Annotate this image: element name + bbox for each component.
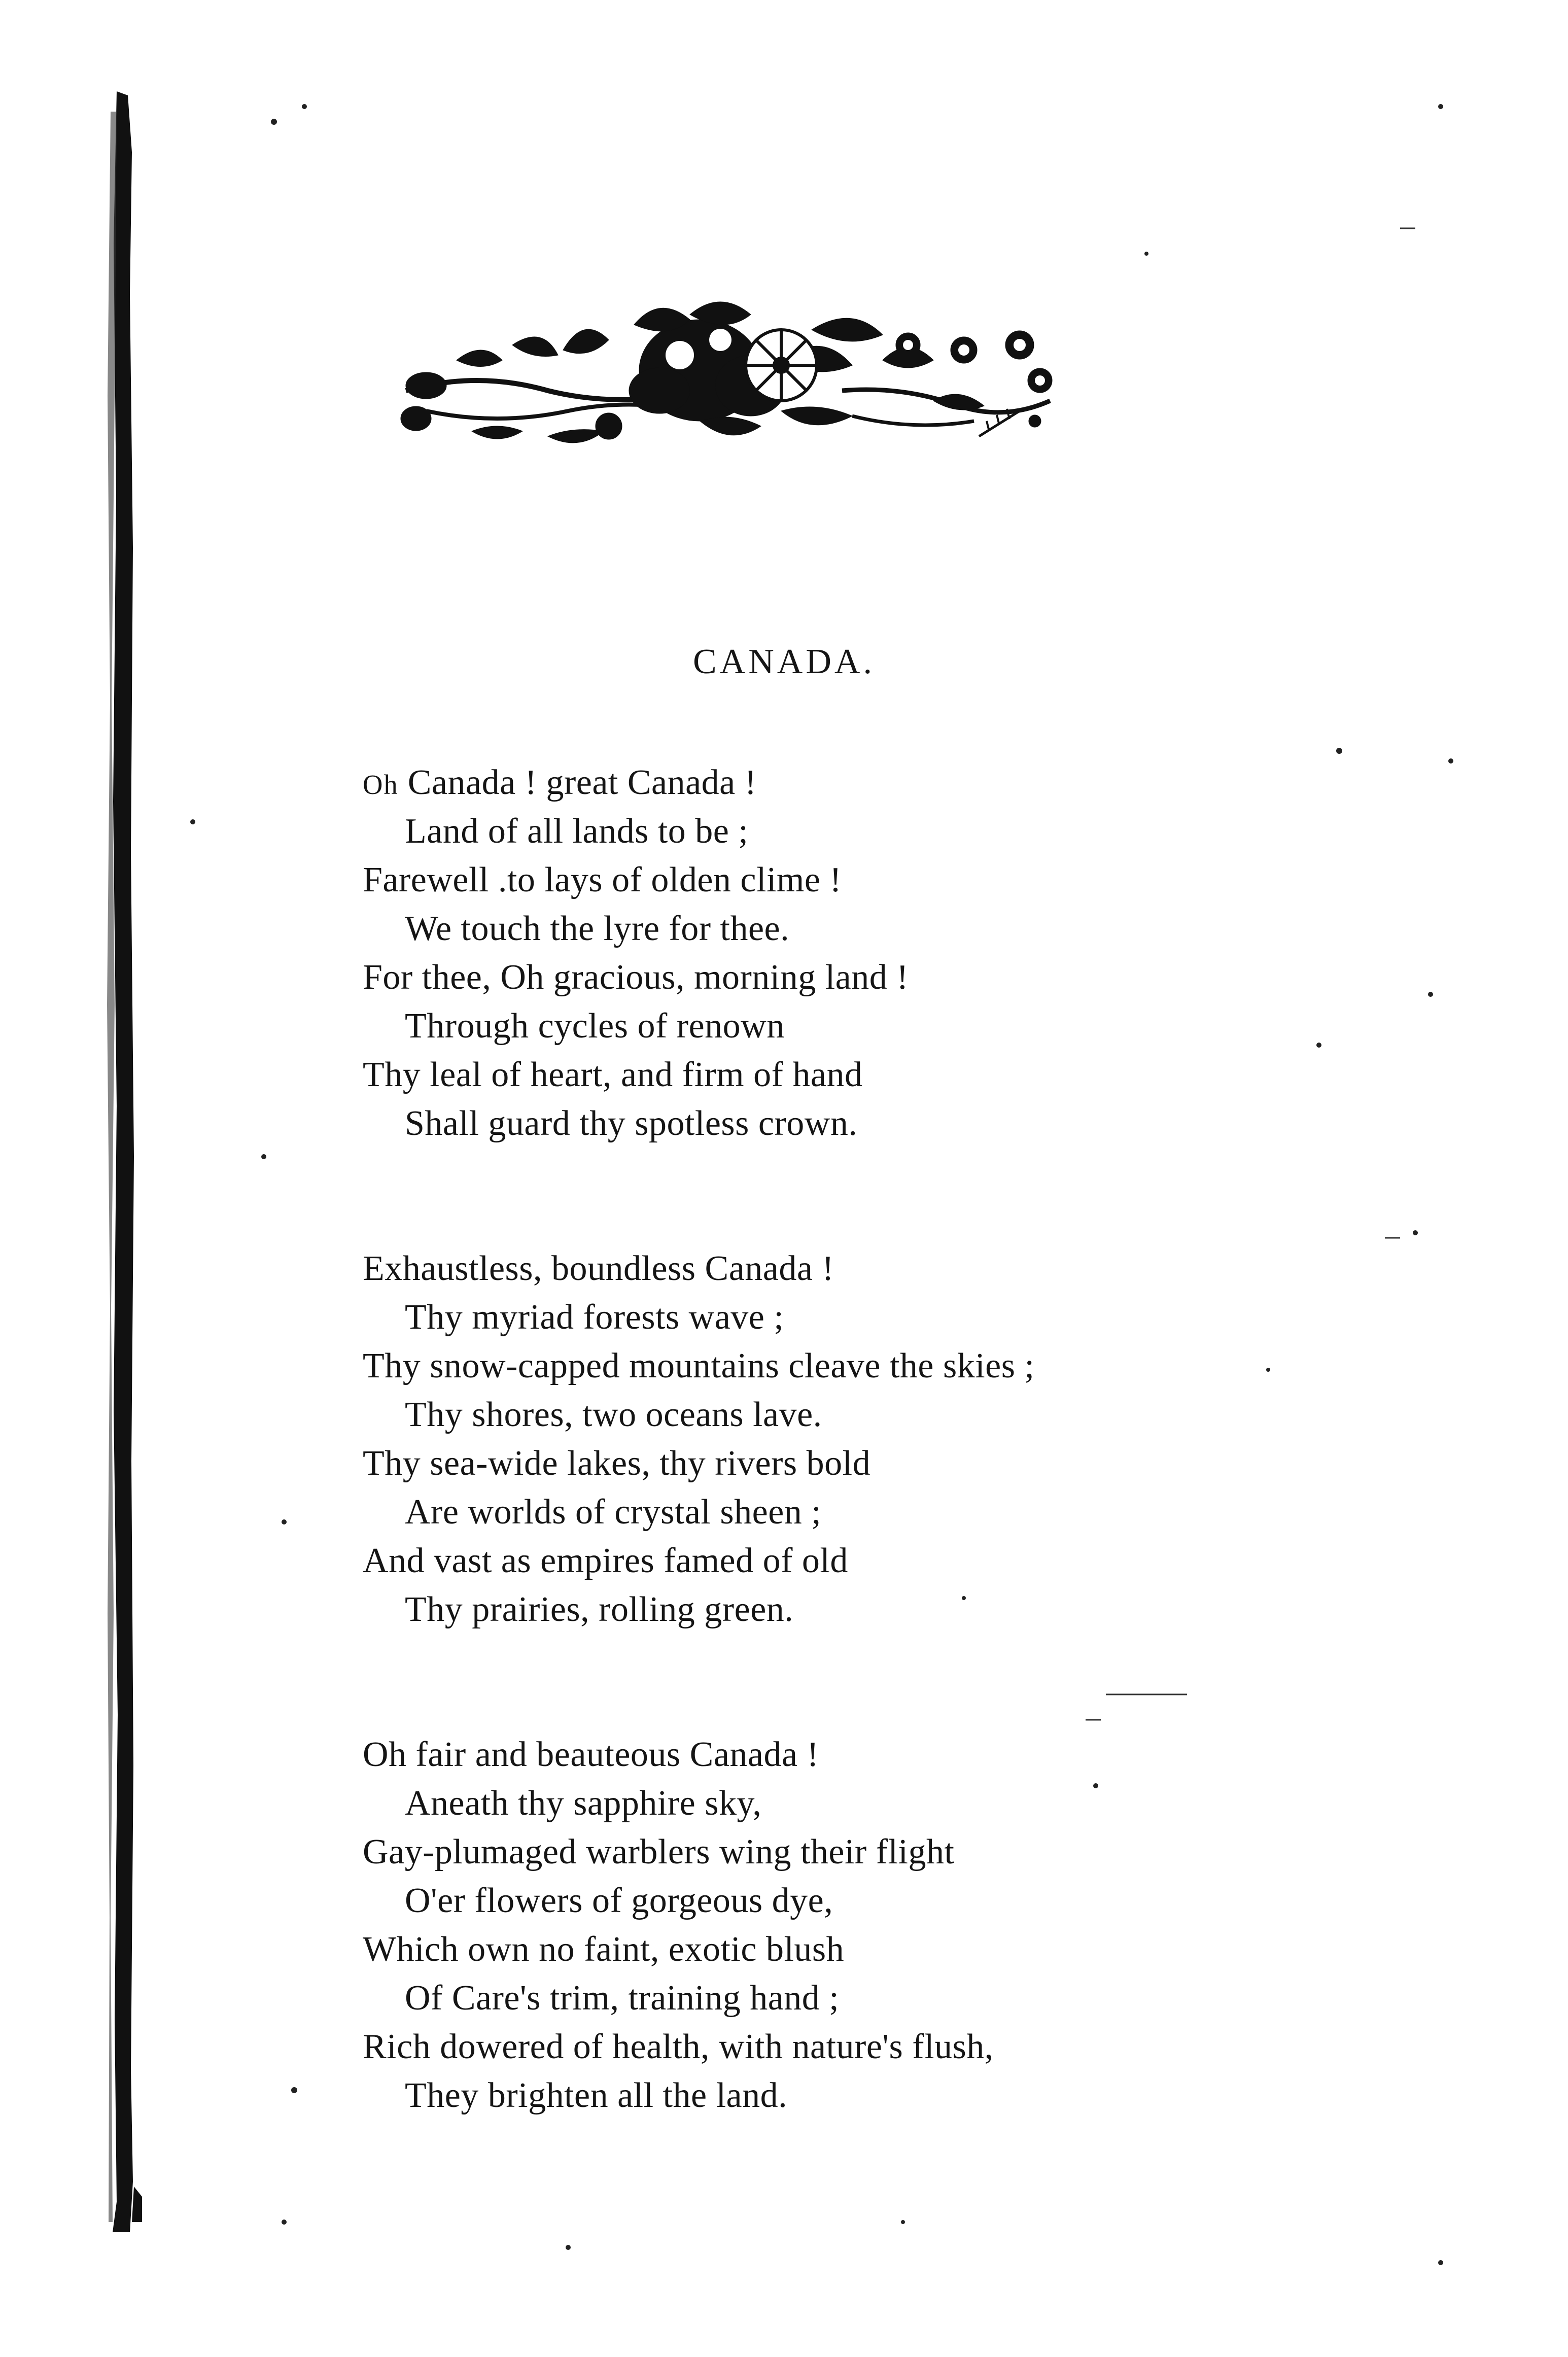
stanza	[363, 1244, 1327, 1634]
poem-line: Which own no faint, exotic blush	[363, 1930, 845, 1969]
poem-title: CANADA.	[693, 642, 875, 681]
stanza	[363, 758, 1327, 1148]
floral-ornament	[396, 284, 1065, 457]
poem-line: Exhaustless, boundless Canada !	[363, 1249, 834, 1288]
poem-line: They brighten all the land.	[405, 2076, 788, 2115]
poem-line: Through cycles of renown	[405, 1007, 785, 1046]
poem-line: Thy leal of heart, and firm of hand	[363, 1055, 863, 1094]
poem-line: Farewell .to lays of olden clime !	[363, 860, 842, 899]
poem-line: We touch the lyre for thee.	[405, 909, 790, 948]
small-caps-opening: Oh	[363, 769, 399, 800]
poem-line: Thy prairies, rolling green.	[405, 1590, 794, 1629]
poem-line	[363, 758, 1327, 807]
poem-body	[363, 758, 1327, 2216]
page-binding-edge	[81, 91, 142, 2232]
poem-line: And vast as empires famed of old	[363, 1541, 848, 1580]
poem-line: Are worlds of crystal sheen ;	[405, 1493, 822, 1532]
stanza	[363, 1730, 1327, 2120]
poem-line: O'er flowers of gorgeous dye,	[405, 1881, 833, 1920]
poem-line: Rich dowered of health, with nature's flush,	[363, 2027, 994, 2066]
poem-line: Of Care's trim, training hand ;	[405, 1979, 840, 2018]
poem-line: Gay-plumaged warblers wing their flight	[363, 1832, 955, 1871]
poem-line: Thy sea-wide lakes, thy rivers bold	[363, 1444, 871, 1483]
poem-line-text: Canada ! great Canada !	[398, 763, 757, 802]
poem-line: For thee, Oh gracious, morning land !	[363, 958, 909, 997]
poem-line: Thy myriad forests wave ;	[405, 1298, 784, 1337]
poem-line: Aneath thy sapphire sky,	[405, 1784, 762, 1823]
poem-line: Oh fair and beauteous Canada !	[363, 1735, 819, 1774]
poem-line: Thy snow-capped mountains cleave the skies ;	[363, 1346, 1035, 1385]
poem-line: Shall guard thy spotless crown.	[405, 1104, 858, 1143]
poem-line: Thy shores, two oceans lave.	[405, 1395, 822, 1434]
poem-line: Land of all lands to be ;	[405, 812, 749, 851]
